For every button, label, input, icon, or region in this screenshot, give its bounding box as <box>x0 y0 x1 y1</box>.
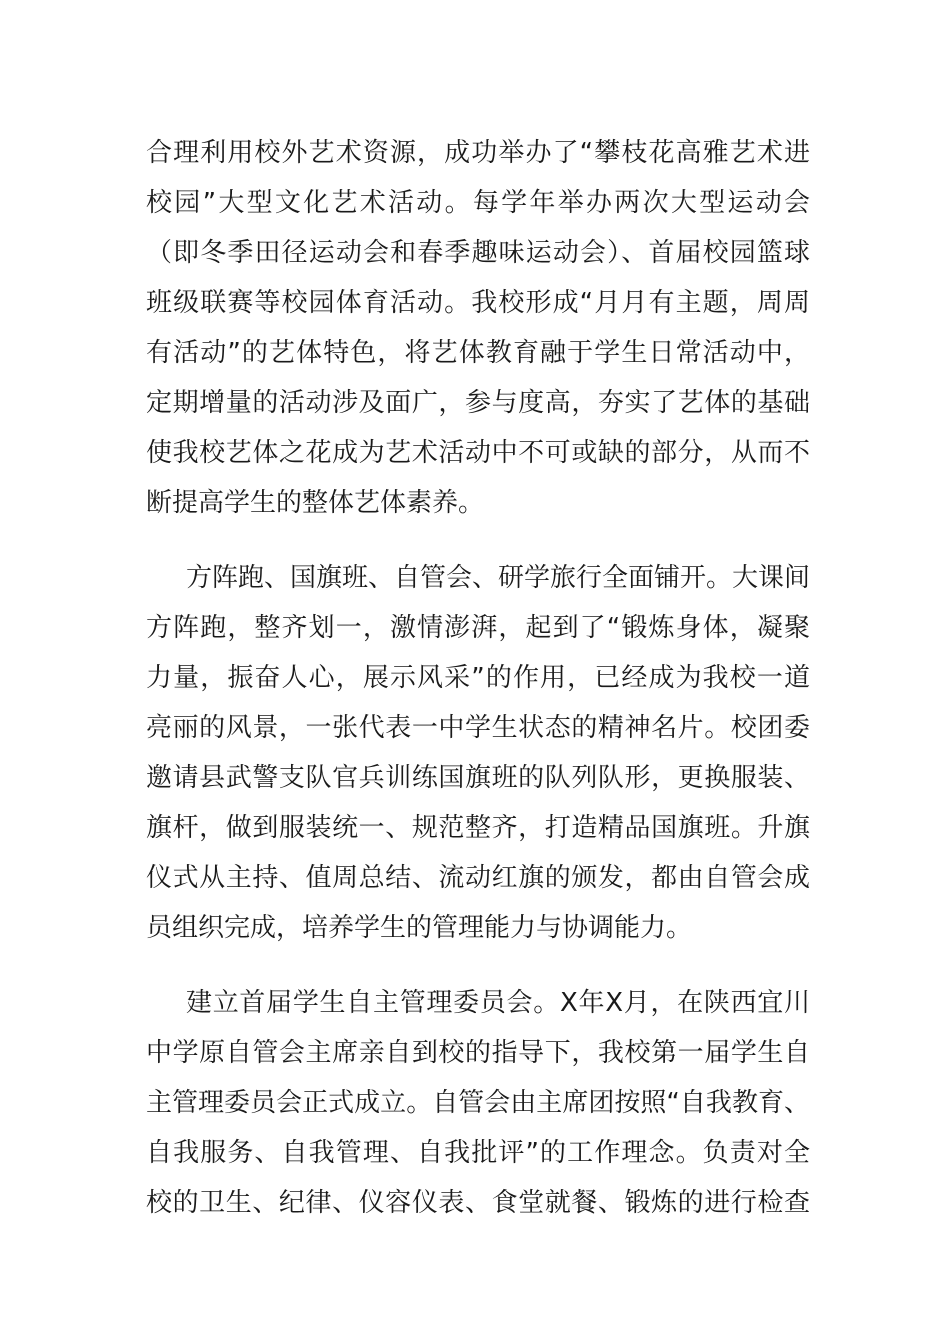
text-line: 校的卫生、纪律、仪容仪表、食堂就餐、锻炼的进行检查 <box>146 1188 810 1218</box>
text-line: 方阵跑、国旗班、自管会、研学旅行全面铺开。大课间 <box>186 563 811 593</box>
paragraph-arts-activities <box>146 128 810 528</box>
text-line: 亮丽的风景，一张代表一中学生状态的精神名片。校团委 <box>146 713 810 743</box>
text-line: 班级联赛等校园体育活动。我校形成“月月有主题，周周 <box>146 288 810 318</box>
text-line: 方阵跑，整齐划一，激情澎湃，起到了“锻炼身体，凝聚 <box>146 613 810 643</box>
paragraph-student-committee <box>146 978 810 1228</box>
text-line: 合理利用校外艺术资源，成功举办了“攀枝花高雅艺术进 <box>146 138 810 168</box>
text-line: 旗杆，做到服装统一、规范整齐，打造精品国旗班。升旗 <box>146 813 810 843</box>
text-line: 断提高学生的整体艺体素养。 <box>146 488 485 518</box>
text-line: 中学原自管会主席亲自到校的指导下，我校第一届学生自 <box>146 1038 810 1068</box>
text-line: 力量，振奋人心，展示风采”的作用，已经成为我校一道 <box>146 663 810 693</box>
text-line: 建立首届学生自主管理委员会。X年X月，在陕西宜川 <box>186 988 810 1018</box>
body-text <box>146 128 810 1253</box>
text-line: 使我校艺体之花成为艺术活动中不可或缺的部分，从而不 <box>146 438 810 468</box>
text-line: 邀请县武警支队官兵训练国旗班的队列队形，更换服装、 <box>146 763 810 793</box>
text-line: 有活动”的艺体特色，将艺体教育融于学生日常活动中， <box>146 338 810 368</box>
text-line: 自我服务、自我管理、自我批评”的工作理念。负责对全 <box>146 1138 810 1168</box>
text-line: 员组织完成，培养学生的管理能力与协调能力。 <box>146 913 693 943</box>
text-line: 仪式从主持、值周总结、流动红旗的颁发，都由自管会成 <box>146 863 810 893</box>
text-line: 定期增量的活动涉及面广，参与度高，夯实了艺体的基础 <box>146 388 810 418</box>
text-line: 主管理委员会正式成立。自管会由主席团按照“自我教育、 <box>146 1088 810 1118</box>
paragraph-flag-team <box>146 553 810 953</box>
text-line: （即冬季田径运动会和春季趣味运动会）、首届校园篮球 <box>146 238 810 268</box>
text-line: 校园”大型文化艺术活动。每学年举办两次大型运动会 <box>146 188 810 218</box>
